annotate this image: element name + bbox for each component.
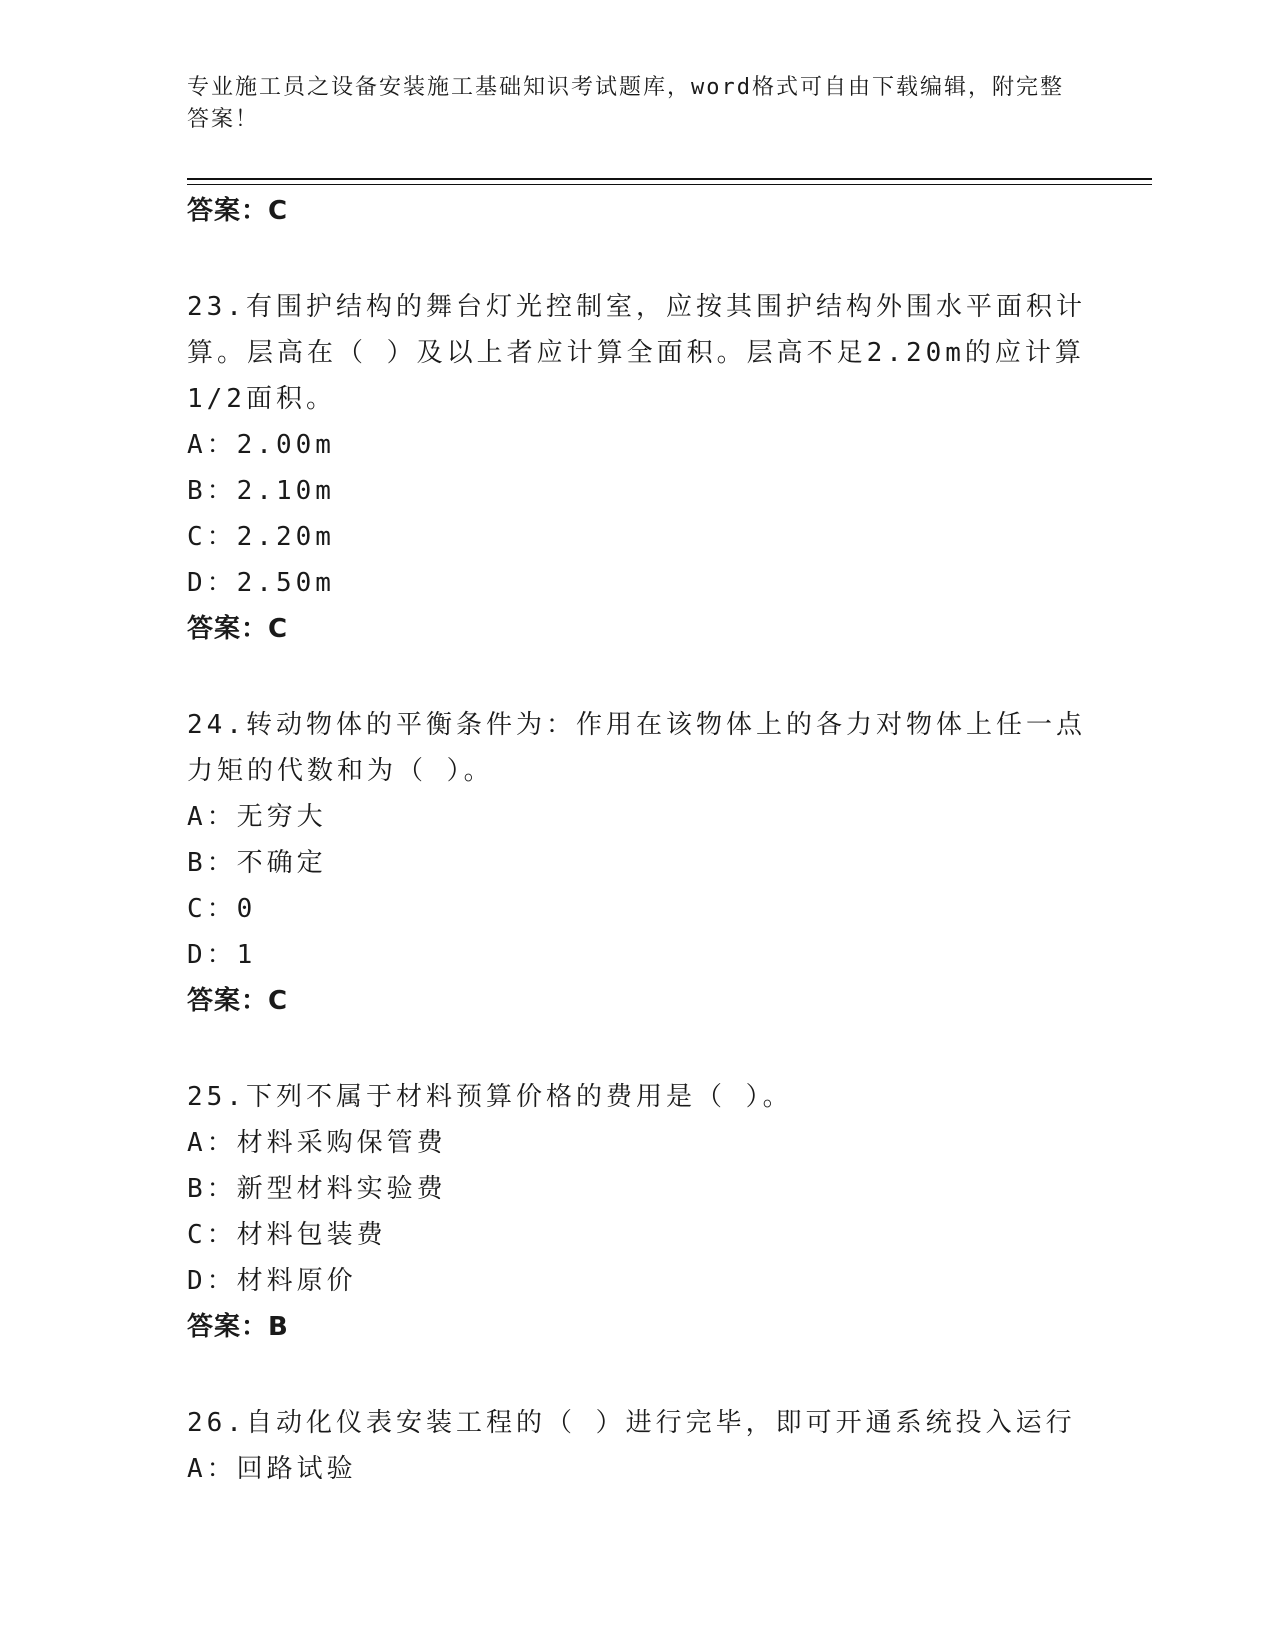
option-a: A：无穷大 (187, 802, 327, 832)
answer-line: 答案：C (187, 986, 289, 1016)
header-rule-thin (187, 184, 1152, 185)
option-c: C：0 (187, 894, 257, 924)
answer-line: 答案：C (187, 196, 289, 226)
option-c: C：材料包装费 (187, 1220, 387, 1250)
question-block-23 (187, 284, 1087, 652)
question-block-25 (187, 1074, 1087, 1350)
question-list (187, 188, 1087, 1492)
question-text: 25.下列不属于材料预算价格的费用是（ ）。 (187, 1082, 793, 1112)
header-rule-thick (187, 178, 1152, 180)
option-d: D：材料原价 (187, 1266, 357, 1296)
option-c: C：2.20m (187, 522, 335, 552)
option-d: D：1 (187, 940, 257, 970)
question-block-24 (187, 702, 1087, 1024)
document-header: 专业施工员之设备安装施工基础知识考试题库，word格式可自由下载编辑，附完整答案！ (187, 75, 1064, 132)
option-a: A：材料采购保管费 (187, 1128, 447, 1158)
answer-line: 答案：B (187, 1312, 289, 1342)
option-b: B：2.10m (187, 476, 335, 506)
question-block-26 (187, 1400, 1087, 1492)
option-a: A：回路试验 (187, 1454, 357, 1484)
option-b: B：不确定 (187, 848, 327, 878)
answer-line: 答案：C (187, 614, 289, 644)
option-b: B：新型材料实验费 (187, 1174, 447, 1204)
question-text: 24.转动物体的平衡条件为：作用在该物体上的各力对物体上任一点力矩的代数和为（ ）。 (187, 710, 1086, 786)
option-d: D：2.50m (187, 568, 335, 598)
question-text: 23.有围护结构的舞台灯光控制室，应按其围护结构外围水平面积计算。层高在（ ）及以上者应计算全面积。层高不足2.20m的应计算1/2面积。 (187, 292, 1086, 414)
question-text: 26.自动化仪表安装工程的（ ）进行完毕，即可开通系统投入运行 (187, 1408, 1076, 1438)
option-a: A：2.00m (187, 430, 335, 460)
